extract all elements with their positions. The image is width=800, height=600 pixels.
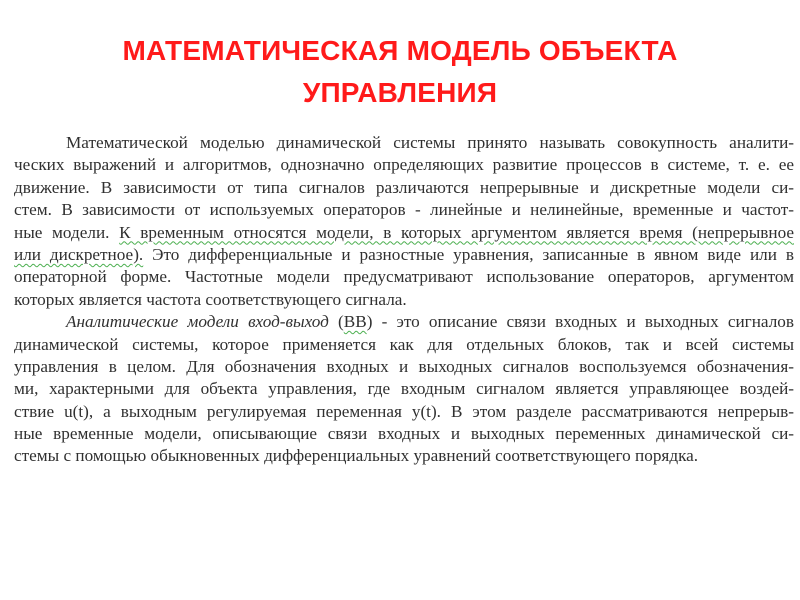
text-line: стем. В зависимости от используемых операторов - линейные и нелинейные, временные и частот-: [14, 200, 794, 220]
text-line: [66, 311, 794, 333]
spellcheck-underlined-text: К временным относятся модели, в которых аргументом является время (непрерывное: [119, 222, 794, 242]
text-fragment: ные модели.: [14, 222, 120, 242]
spellcheck-underlined-text: ВВ: [343, 312, 367, 332]
italic-term: Аналитические модели вход-выход: [66, 312, 329, 332]
text-line: динамической системы, которое применяется как для отдельных блоков, так и всей системы: [14, 334, 794, 354]
slide-title-line-1: МАТЕМАТИЧЕСКАЯ МОДЕЛЬ ОБЪЕКТА: [122, 35, 678, 66]
slide-title-line-2: УПРАВЛЕНИЯ: [302, 77, 498, 108]
text-line: которых является частота соответствующего сигнала.: [14, 289, 407, 309]
text-line: ми, характерными для объекта управления, где входным сигналом является управляющее воздей-: [14, 379, 794, 399]
text-fragment: ) - это описание связи входных и выходных сигналов: [366, 312, 794, 332]
text-line: [14, 244, 794, 266]
text-line: стемы с помощью обыкновенных дифференциальных уравнений соответствующего порядка.: [14, 446, 699, 466]
slide-title: [0, 30, 800, 114]
text-line: операторной форме. Частотные модели предусматривают использование операторов, аргументом: [14, 267, 794, 287]
text-line: ческих выражений и алгоритмов, однозначно определяющих развитие процессов в системе, т. е. ее: [14, 155, 794, 175]
text-line-content: Математической моделью динамической системы принято называть совокупность аналити-: [66, 133, 794, 152]
text-line: ствие u(t), а выходным регулируемая переменная y(t). В этом разделе рассматриваются непрерыв-: [14, 401, 794, 421]
text-fragment: Это дифференциальные и разностные уравнения, записанные в явном виде или в: [143, 244, 794, 264]
text-line: [66, 132, 794, 154]
text-line: ные временные модели, описывающие связи входных и выходных переменных динамической си-: [14, 424, 794, 444]
text-line: движение. В зависимости от типа сигналов различаются непрерывные и дискретные модели си-: [14, 177, 794, 197]
body-text: [14, 132, 800, 468]
paragraph-1: [14, 132, 800, 311]
spellcheck-underlined-text: или дискретное).: [14, 244, 144, 264]
text-fragment: (: [328, 312, 344, 332]
text-line: управления в целом. Для обозначения входных и выходных сигналов воспользуемся обозначения-: [14, 356, 794, 376]
paragraph-2: [14, 311, 800, 468]
text-line: [14, 222, 794, 244]
